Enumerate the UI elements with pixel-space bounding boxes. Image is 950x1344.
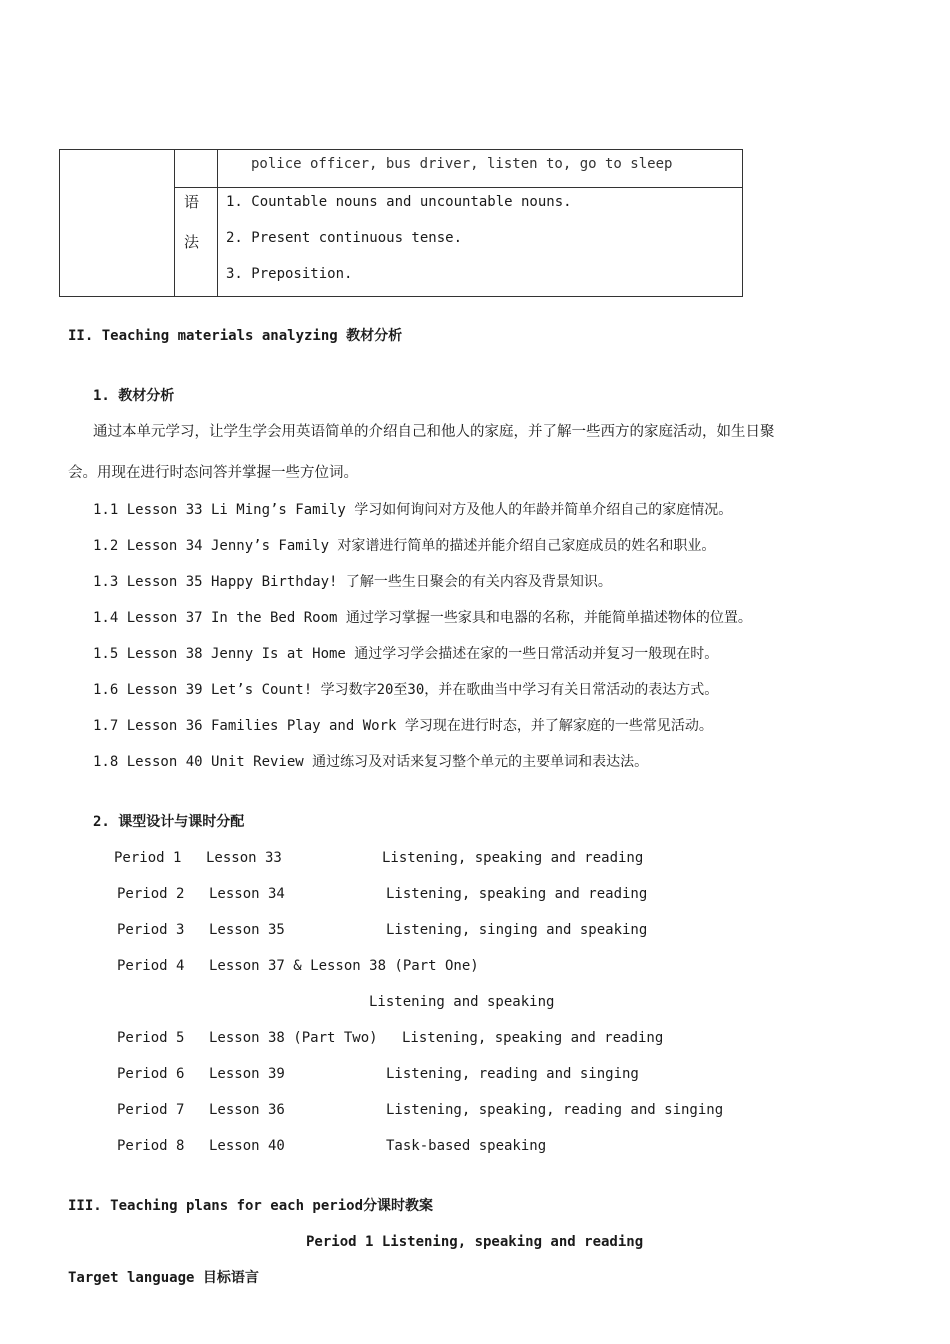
period-activity: Listening, speaking and reading xyxy=(402,1030,664,1046)
section-3-heading: III. Teaching plans for each period分课时教案 xyxy=(68,1198,434,1214)
period-activity: Listening and speaking xyxy=(369,994,555,1010)
grammar-label-1: 语 xyxy=(184,193,200,211)
period-lesson: Lesson 36 xyxy=(209,1102,285,1118)
period-label: Period 7 xyxy=(117,1102,185,1118)
period-label: Period 5 xyxy=(117,1030,185,1046)
period-label: Period 6 xyxy=(117,1066,185,1082)
intro-paragraph-line-2: 会。用现在进行时态问答并掌握一些方位词。 xyxy=(68,465,358,481)
lesson-item: 1.2 Lesson 34 Jenny’s Family 对家谱进行简单的描述并能介绍自己家庭成员的姓名和职业。 xyxy=(93,538,716,554)
intro-paragraph-line-1: 通过本单元学习，让学生学会用英语简单的介绍自己和他人的家庭，并了解一些西方的家庭活动，如生日聚 xyxy=(93,424,775,440)
lesson-item: 1.7 Lesson 36 Families Play and Work 学习现在进行时态，并了解家庭的一些常见活动。 xyxy=(93,718,713,734)
lesson-item: 1.8 Lesson 40 Unit Review 通过练习及对话来复习整个单元的主要单词和表达法。 xyxy=(93,754,649,770)
period-lesson: Lesson 34 xyxy=(209,886,285,902)
period-lesson: Lesson 38 (Part Two) xyxy=(209,1030,378,1046)
lesson-item: 1.1 Lesson 33 Li Ming’s Family 学习如何询问对方及他人的年龄并简单介绍自己的家庭情况。 xyxy=(93,502,733,518)
period-activity: Listening, reading and singing xyxy=(386,1066,639,1082)
period-lesson: Lesson 35 xyxy=(209,922,285,938)
period-activity: Listening, speaking and reading xyxy=(382,850,644,866)
lesson-item: 1.5 Lesson 38 Jenny Is at Home 通过学习学会描述在家的一些日常活动并复习一般现在时。 xyxy=(93,646,719,662)
lesson-item: 1.3 Lesson 35 Happy Birthday! 了解一些生日聚会的有关内容及背景知识。 xyxy=(93,574,612,590)
period-lesson: Lesson 37 & Lesson 38 (Part One) xyxy=(209,958,479,974)
lesson-item: 1.6 Lesson 39 Let’s Count! 学习数字20至30，并在歌曲当中学习有关日常活动的表达方式。 xyxy=(93,682,719,698)
table-column-divider xyxy=(217,150,218,296)
subsection-2-heading: 2. 课型设计与课时分配 xyxy=(93,814,245,830)
section-2-heading: II. Teaching materials analyzing 教材分析 xyxy=(68,328,403,344)
grammar-item-1: 1. Countable nouns and uncountable nouns. xyxy=(226,194,572,210)
grammar-item-2: 2. Present continuous tense. xyxy=(226,230,463,246)
period-label: Period 2 xyxy=(117,886,185,902)
grammar-item-3: 3. Preposition. xyxy=(226,266,353,282)
target-language-heading: Target language 目标语言 xyxy=(68,1270,259,1286)
period-activity: Listening, speaking, reading and singing xyxy=(386,1102,724,1118)
lesson-item: 1.4 Lesson 37 In the Bed Room 通过学习掌握一些家具和电器的名称，并能简单描述物体的位置。 xyxy=(93,610,752,626)
period-1-title: Period 1 Listening, speaking and reading xyxy=(306,1234,644,1250)
period-label: Period 3 xyxy=(117,922,185,938)
period-lesson: Lesson 40 xyxy=(209,1138,285,1154)
period-label: Period 8 xyxy=(117,1138,185,1154)
grammar-label-2: 法 xyxy=(184,233,200,251)
period-activity: Listening, singing and speaking xyxy=(386,922,648,938)
period-label: Period 1 xyxy=(114,850,182,866)
period-lesson: Lesson 39 xyxy=(209,1066,285,1082)
unit-table xyxy=(59,149,743,297)
table-column-divider xyxy=(174,150,175,296)
period-label: Period 4 xyxy=(117,958,185,974)
subsection-1-heading: 1. 教材分析 xyxy=(93,388,175,404)
period-lesson: Lesson 33 xyxy=(206,850,282,866)
period-activity: Listening, speaking and reading xyxy=(386,886,648,902)
vocab-line: police officer, bus driver, listen to, go to sleep xyxy=(251,156,673,172)
period-activity: Task-based speaking xyxy=(386,1138,547,1154)
table-row-divider xyxy=(174,187,742,188)
